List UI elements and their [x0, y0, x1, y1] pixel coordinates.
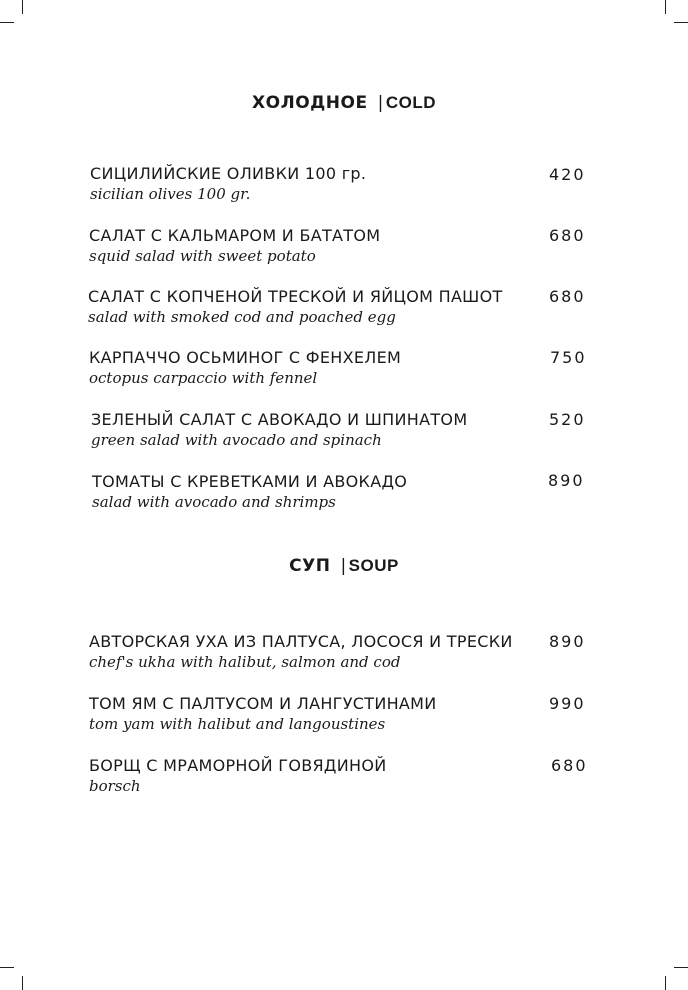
item-name-ru: ЗЕЛЕНЫЙ САЛАТ С АВОКАДО И ШПИНАТОМ — [91, 410, 468, 429]
item-name-ru: ТОМАТЫ С КРЕВЕТКАМИ И АВОКАДО — [92, 472, 408, 491]
item-price: 520 — [549, 410, 586, 429]
item-price: 750 — [550, 348, 587, 367]
item-price: 890 — [549, 632, 586, 651]
menu-item — [92, 472, 592, 512]
section-title-ru: ХОЛОДНОЕ — [252, 93, 368, 113]
item-price: 420 — [549, 165, 586, 184]
item-name-en: squid salad with sweet potato — [89, 247, 316, 265]
item-name-en: sicilian olives 100 gr. — [90, 185, 251, 203]
item-name-en: octopus carpaccio with fennel — [89, 369, 318, 387]
section-separator: | — [340, 556, 347, 576]
section-heading-cold — [0, 93, 688, 113]
menu-item — [88, 287, 588, 327]
item-name-ru: ТОМ ЯМ С ПАЛТУСОМ И ЛАНГУСТИНАМИ — [89, 694, 437, 713]
item-price: 680 — [551, 756, 588, 775]
menu-item — [91, 410, 591, 450]
section-title-en: SOUP — [348, 556, 399, 575]
crop-mark — [22, 976, 23, 990]
crop-mark — [0, 967, 14, 968]
crop-mark — [674, 967, 688, 968]
section-title-ru: СУП — [289, 556, 331, 576]
item-price: 680 — [549, 287, 586, 306]
item-name-en: green salad with avocado and spinach — [91, 431, 382, 449]
item-price: 890 — [548, 471, 585, 490]
item-price: 990 — [549, 694, 586, 713]
item-name-ru: САЛАТ С КОПЧЕНОЙ ТРЕСКОЙ И ЯЙЦОМ ПАШОТ — [88, 287, 503, 306]
item-name-en: tom yam with halibut and langoustines — [89, 715, 386, 733]
section-heading-soup — [0, 556, 688, 576]
menu-item — [89, 694, 589, 734]
item-name-ru: СИЦИЛИЙСКИЕ ОЛИВКИ 100 гр. — [90, 164, 367, 183]
item-name-ru: САЛАТ С КАЛЬМАРОМ И БАТАТОМ — [89, 226, 381, 245]
item-name-ru: АВТОРСКАЯ УХА ИЗ ПАЛТУСА, ЛОСОСЯ И ТРЕСКИ — [89, 632, 513, 651]
crop-mark — [674, 22, 688, 23]
crop-mark — [0, 22, 14, 23]
item-name-en: salad with avocado and shrimps — [92, 493, 336, 511]
item-name-ru: БОРЩ С МРАМОРНОЙ ГОВЯДИНОЙ — [89, 756, 387, 775]
menu-item — [89, 226, 589, 266]
crop-mark — [665, 976, 666, 990]
menu-item — [89, 756, 589, 796]
menu-item — [89, 348, 589, 388]
section-title-en: COLD — [385, 93, 436, 112]
item-name-en: borsch — [89, 777, 141, 795]
crop-mark — [22, 0, 23, 14]
item-name-en: chef's ukha with halibut, salmon and cod — [89, 653, 401, 671]
item-name-ru: КАРПАЧЧО ОСЬМИНОГ С ФЕНХЕЛЕМ — [89, 348, 402, 367]
item-name-en: salad with smoked cod and poached egg — [88, 308, 396, 326]
menu-item — [89, 632, 589, 672]
section-separator: | — [377, 93, 384, 113]
menu-item — [90, 164, 590, 204]
item-price: 680 — [549, 226, 586, 245]
crop-mark — [665, 0, 666, 14]
